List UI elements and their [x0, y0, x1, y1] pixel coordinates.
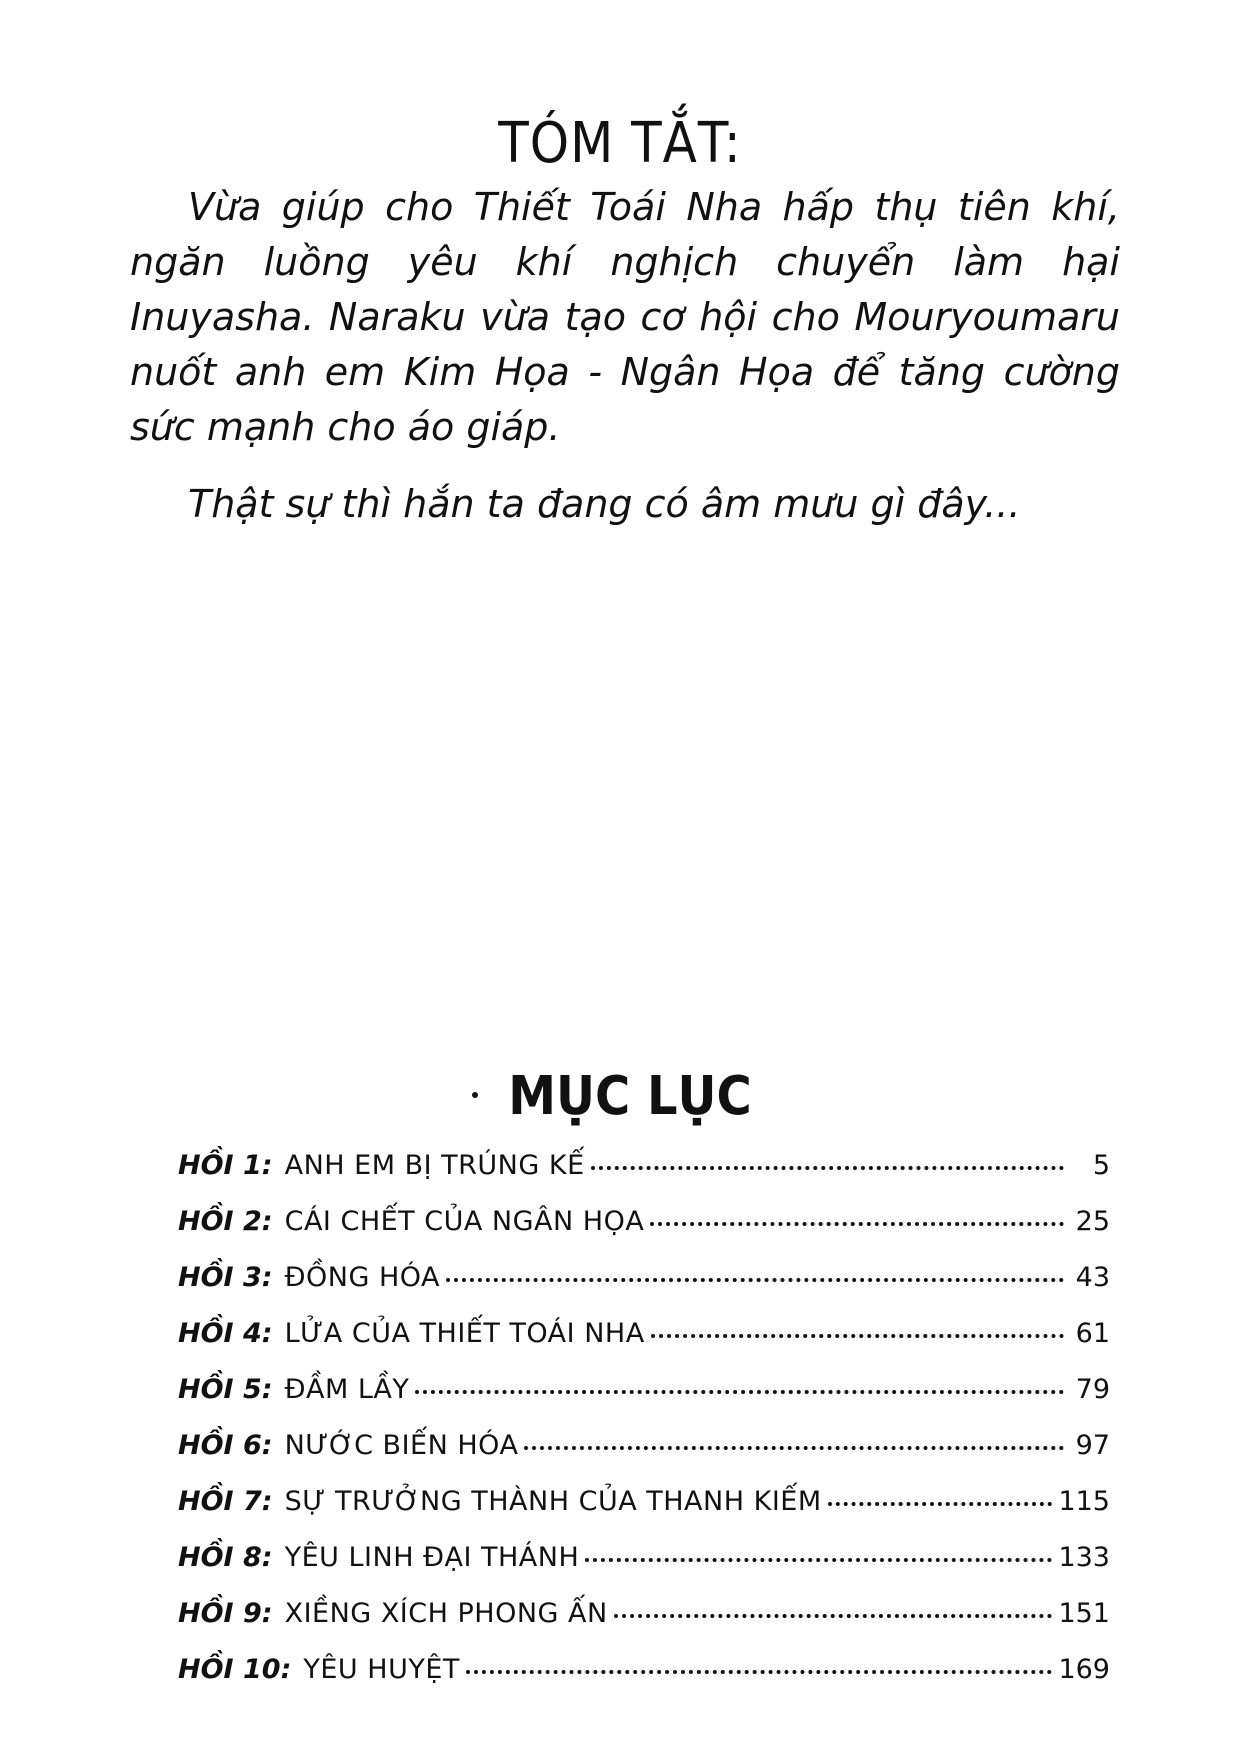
summary-paragraph: Vừa giúp cho Thiết Toái Nha hấp thụ tiên khí, ngăn luồng yêu khí nghịch chuyển làm hại Inuyasha. Naraku vừa tạo cơ hội cho Mouryoumaru nuốt anh em Kim Họa - Ngân Họa để tăng cường sức mạnh cho áo giáp. [130, 185, 1120, 449]
chapter-title: ĐỒNG HÓA [284, 1262, 441, 1293]
chapter-number: HỒI 6: [178, 1430, 273, 1461]
chapter-title: YÊU LINH ĐẠI THÁNH [284, 1542, 580, 1573]
dot-leader [591, 1166, 1064, 1170]
chapter-title: NƯỚC BIẾN HÓA [284, 1430, 519, 1461]
toc-row [178, 1262, 1110, 1318]
chapter-number: HỒI 4: [178, 1318, 273, 1349]
chapter-page: 5 [1092, 1150, 1110, 1181]
chapter-number: HỒI 9: [178, 1598, 273, 1629]
chapter-number: HỒI 5: [178, 1374, 273, 1405]
dot-leader [650, 1222, 1064, 1226]
toc-row [178, 1374, 1110, 1430]
dot-leader [614, 1614, 1053, 1618]
chapter-title: LỬA CỦA THIẾT TOÁI NHA [284, 1318, 645, 1349]
chapter-title: ANH EM BỊ TRÚNG KẾ [284, 1150, 585, 1181]
table-of-contents [178, 1150, 1110, 1710]
toc-row [178, 1542, 1110, 1598]
toc-title: MỤC LỤC [508, 1064, 752, 1128]
toc-row [178, 1430, 1110, 1486]
toc-row [178, 1150, 1110, 1206]
ink-dot [472, 1092, 478, 1098]
chapter-number: HỒI 2: [178, 1206, 273, 1237]
toc-row [178, 1598, 1110, 1654]
chapter-number: HỒI 3: [178, 1262, 273, 1293]
chapter-number: HỒI 7: [178, 1486, 273, 1517]
chapter-page: 97 [1075, 1430, 1110, 1461]
chapter-number: HỒI 1: [178, 1150, 273, 1181]
chapter-title: ĐẦM LẦY [284, 1374, 410, 1405]
chapter-page: 133 [1058, 1542, 1110, 1573]
dot-leader [524, 1446, 1064, 1450]
summary-title: TÓM TẮT: [498, 110, 742, 175]
chapter-page: 115 [1058, 1486, 1110, 1517]
chapter-page: 79 [1075, 1374, 1110, 1405]
toc-row [178, 1206, 1110, 1262]
chapter-number: HỒI 10: [178, 1654, 292, 1685]
chapter-title: YÊU HUYỆT [303, 1654, 460, 1685]
dot-leader [585, 1558, 1052, 1562]
summary-paragraph: Thật sự thì hắn ta đang có âm mưu gì đây... [188, 482, 1021, 526]
chapter-page: 25 [1075, 1206, 1110, 1237]
chapter-page: 61 [1075, 1318, 1110, 1349]
dot-leader [828, 1502, 1053, 1506]
chapter-page: 169 [1058, 1654, 1110, 1685]
dot-leader [446, 1278, 1064, 1282]
summary-text [130, 180, 1120, 532]
chapter-title: SỰ TRƯỞNG THÀNH CỦA THANH KIẾM [284, 1486, 822, 1517]
chapter-title: CÁI CHẾT CỦA NGÂN HỌA [284, 1206, 645, 1237]
chapter-page: 43 [1075, 1262, 1110, 1293]
toc-row [178, 1318, 1110, 1374]
dot-leader [651, 1334, 1064, 1338]
chapter-page: 151 [1058, 1598, 1110, 1629]
chapter-number: HỒI 8: [178, 1542, 273, 1573]
chapter-title: XIỀNG XÍCH PHONG ẤN [284, 1598, 608, 1629]
dot-leader [466, 1670, 1053, 1674]
toc-row [178, 1486, 1110, 1542]
dot-leader [415, 1390, 1064, 1394]
toc-row [178, 1654, 1110, 1710]
